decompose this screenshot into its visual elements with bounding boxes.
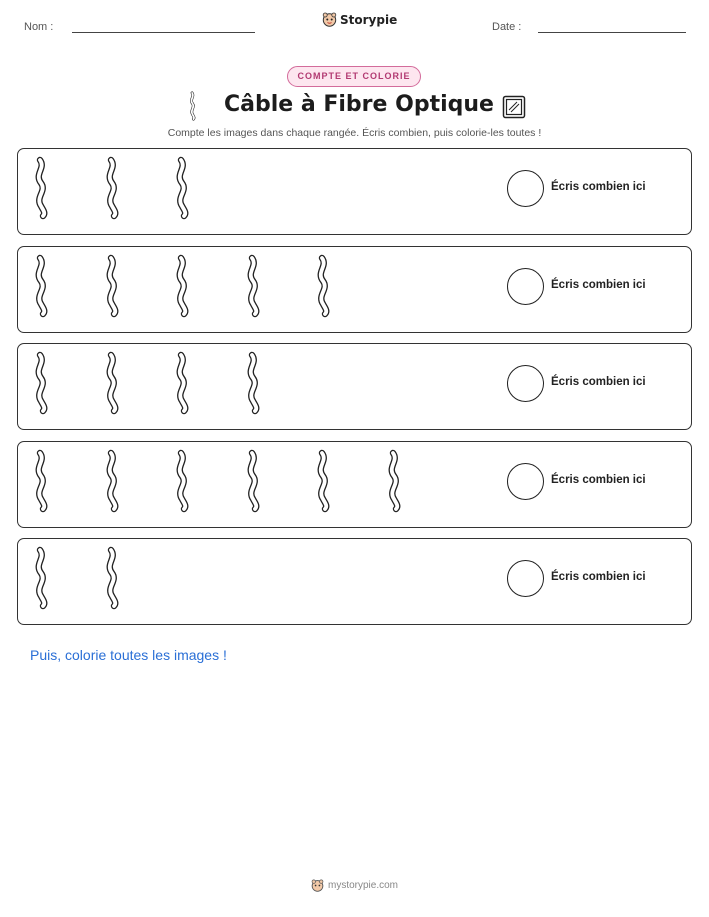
fiber-optic-cable-icon[interactable] bbox=[30, 449, 54, 513]
answer-circle[interactable] bbox=[507, 463, 544, 500]
tablet-screen-icon bbox=[502, 95, 526, 119]
answer-circle[interactable] bbox=[507, 268, 544, 305]
fiber-optic-cable-icon[interactable] bbox=[171, 351, 195, 415]
fiber-optic-cable-icon[interactable] bbox=[383, 449, 407, 513]
fiber-optic-cable-icon[interactable] bbox=[101, 449, 125, 513]
answer-circle[interactable] bbox=[507, 170, 544, 207]
date-line[interactable] bbox=[538, 32, 686, 33]
name-label: Nom : bbox=[24, 21, 54, 33]
fiber-optic-cable-icon[interactable] bbox=[242, 254, 266, 318]
fiber-optic-cable-icon[interactable] bbox=[101, 351, 125, 415]
fiber-optic-cable-icon[interactable] bbox=[242, 351, 266, 415]
answer-circle[interactable] bbox=[507, 560, 544, 597]
page-footer bbox=[0, 879, 709, 892]
fiber-optic-cable-icon[interactable] bbox=[171, 156, 195, 220]
instructions: Compte les images dans chaque rangée. Écris combien, puis colorie-les toutes ! bbox=[167, 127, 542, 139]
answer-circle[interactable] bbox=[507, 365, 544, 402]
fiber-optic-cable-icon bbox=[186, 91, 200, 121]
fiber-optic-cable-icon[interactable] bbox=[101, 156, 125, 220]
counting-row bbox=[17, 441, 692, 528]
page-header bbox=[0, 0, 709, 60]
storypie-mascot-icon bbox=[311, 879, 324, 892]
fiber-optic-cable-icon[interactable] bbox=[30, 351, 54, 415]
fiber-optic-cable-icon[interactable] bbox=[171, 449, 195, 513]
brand-name: Storypie bbox=[340, 12, 398, 27]
date-label: Date : bbox=[492, 21, 522, 33]
page-title: Câble à Fibre Optique bbox=[224, 92, 494, 117]
fiber-optic-cable-icon[interactable] bbox=[171, 254, 195, 318]
title-row bbox=[0, 90, 709, 126]
fiber-optic-cable-icon[interactable] bbox=[312, 449, 336, 513]
answer-label: Écris combien ici bbox=[551, 278, 646, 291]
counting-row bbox=[17, 343, 692, 430]
brand-logo bbox=[322, 12, 397, 27]
footer-url: mystorypie.com bbox=[327, 880, 398, 891]
coloring-instruction: Puis, colorie toutes les images ! bbox=[30, 647, 227, 663]
name-line[interactable] bbox=[72, 32, 255, 33]
counting-row bbox=[17, 148, 692, 235]
fiber-optic-cable-icon[interactable] bbox=[30, 254, 54, 318]
counting-row bbox=[17, 246, 692, 333]
answer-label: Écris combien ici bbox=[551, 376, 646, 388]
fiber-optic-cable-icon[interactable] bbox=[312, 254, 336, 318]
fiber-optic-cable-icon[interactable] bbox=[30, 546, 54, 610]
counting-row bbox=[17, 538, 692, 625]
activity-badge: COMPTE ET COLORIE bbox=[287, 66, 421, 87]
answer-label: Écris combien ici bbox=[551, 571, 646, 583]
fiber-optic-cable-icon[interactable] bbox=[242, 449, 266, 513]
fiber-optic-cable-icon[interactable] bbox=[101, 254, 125, 318]
answer-label: Écris combien ici bbox=[551, 181, 646, 193]
fiber-optic-cable-icon[interactable] bbox=[30, 156, 54, 220]
answer-label: Écris combien ici bbox=[551, 473, 646, 486]
fiber-optic-cable-icon[interactable] bbox=[101, 546, 125, 610]
storypie-mascot-icon bbox=[322, 12, 337, 27]
